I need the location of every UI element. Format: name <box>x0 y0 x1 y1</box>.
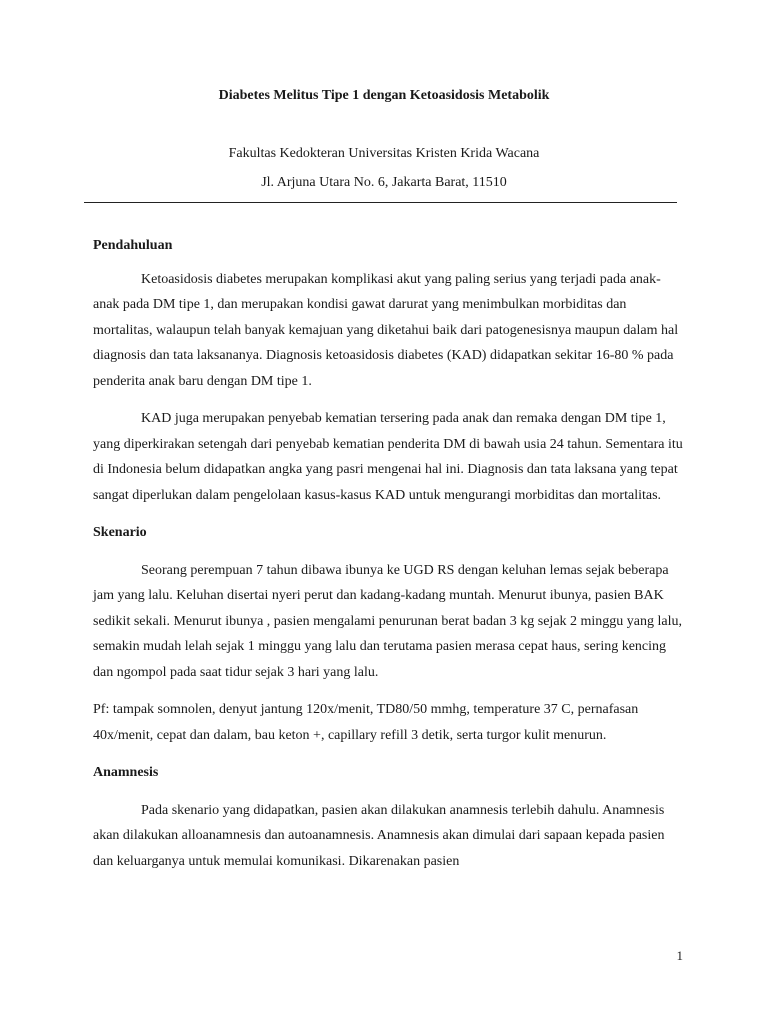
document-body <box>93 233 683 874</box>
section-heading-skenario: Skenario <box>93 525 147 540</box>
document-title: Diabetes Melitus Tipe 1 dengan Ketoasidosis Metabolik <box>218 88 550 103</box>
paragraph: Seorang perempuan 7 tahun dibawa ibunya ke UGD RS dengan keluhan lemas sejak beberapa jam yang lalu. Keluhan disertai nyeri perut dan kadang-kadang muntah. Menurut ibunya, pasien BAK sedikit sekali. Menurut ibunya , pasien mengalami penurunan berat badan 3 kg sejak 2 minggu yang lalu, semakin mudah lelah sejak 1 minggu yang lalu dan terutama pasien merasa cepat haus, sering kencing dan ngompol pada saat tidur sejak 3 hari yang lalu. <box>93 562 683 680</box>
author-affiliation: Fakultas Kedokteran Universitas Kristen Krida Wacana <box>228 146 540 161</box>
paragraph: Pf: tampak somnolen, denyut jantung 120x/menit, TD80/50 mmhg, temperature 37 C, pernafasan 40x/menit, cepat dan dalam, bau keton +, capillary refill 3 detik, serta turgor kulit menurun. <box>93 702 639 743</box>
paragraph: KAD juga merupakan penyebab kematian tersering pada anak dan remaka dengan DM tipe 1, yang diperkirakan setengah dari penyebab kematian penderita DM di bawah usia 24 tahun. Sementara itu di Indonesia belum didapatkan angka yang pasri mengenai hal ini. Diagnosis dan tata laksana yang tepat sangat diperlukan dalam pengelolaan kasus-kasus KAD untuk mengurangi morbiditas dan mortalitas. <box>93 411 683 503</box>
header-divider <box>84 202 677 203</box>
page-number: 1 <box>676 948 683 963</box>
author-address: Jl. Arjuna Utara No. 6, Jakarta Barat, 11510 <box>261 175 507 190</box>
paragraph: Ketoasidosis diabetes merupakan komplikasi akut yang paling serius yang terjadi pada anak-anak pada DM tipe 1, dan merupakan kondisi gawat darurat yang menimbulkan morbiditas dan mortalitas, walaupun telah banyak kemajuan yang diketahui baik dari patogenesisnya maupun dalam hal diagnosis dan tata laksananya. Diagnosis ketoasidosis diabetes (KAD) didapatkan sekitar 16-80 % pada penderita anak baru dengan DM tipe 1. <box>93 271 679 389</box>
section-heading-anamnesis: Anamnesis <box>93 765 159 780</box>
paragraph: Pada skenario yang didapatkan, pasien akan dilakukan anamnesis terlebih dahulu. Anamnesis akan dilakukan alloanamnesis dan autoanamnesis. Anamnesis akan dimulai dari sapaan kepada pasien dan keluarganya untuk memulai komunikasi. Dikarenakan pasien <box>93 802 665 869</box>
section-heading-pendahuluan: Pendahuluan <box>93 238 173 253</box>
